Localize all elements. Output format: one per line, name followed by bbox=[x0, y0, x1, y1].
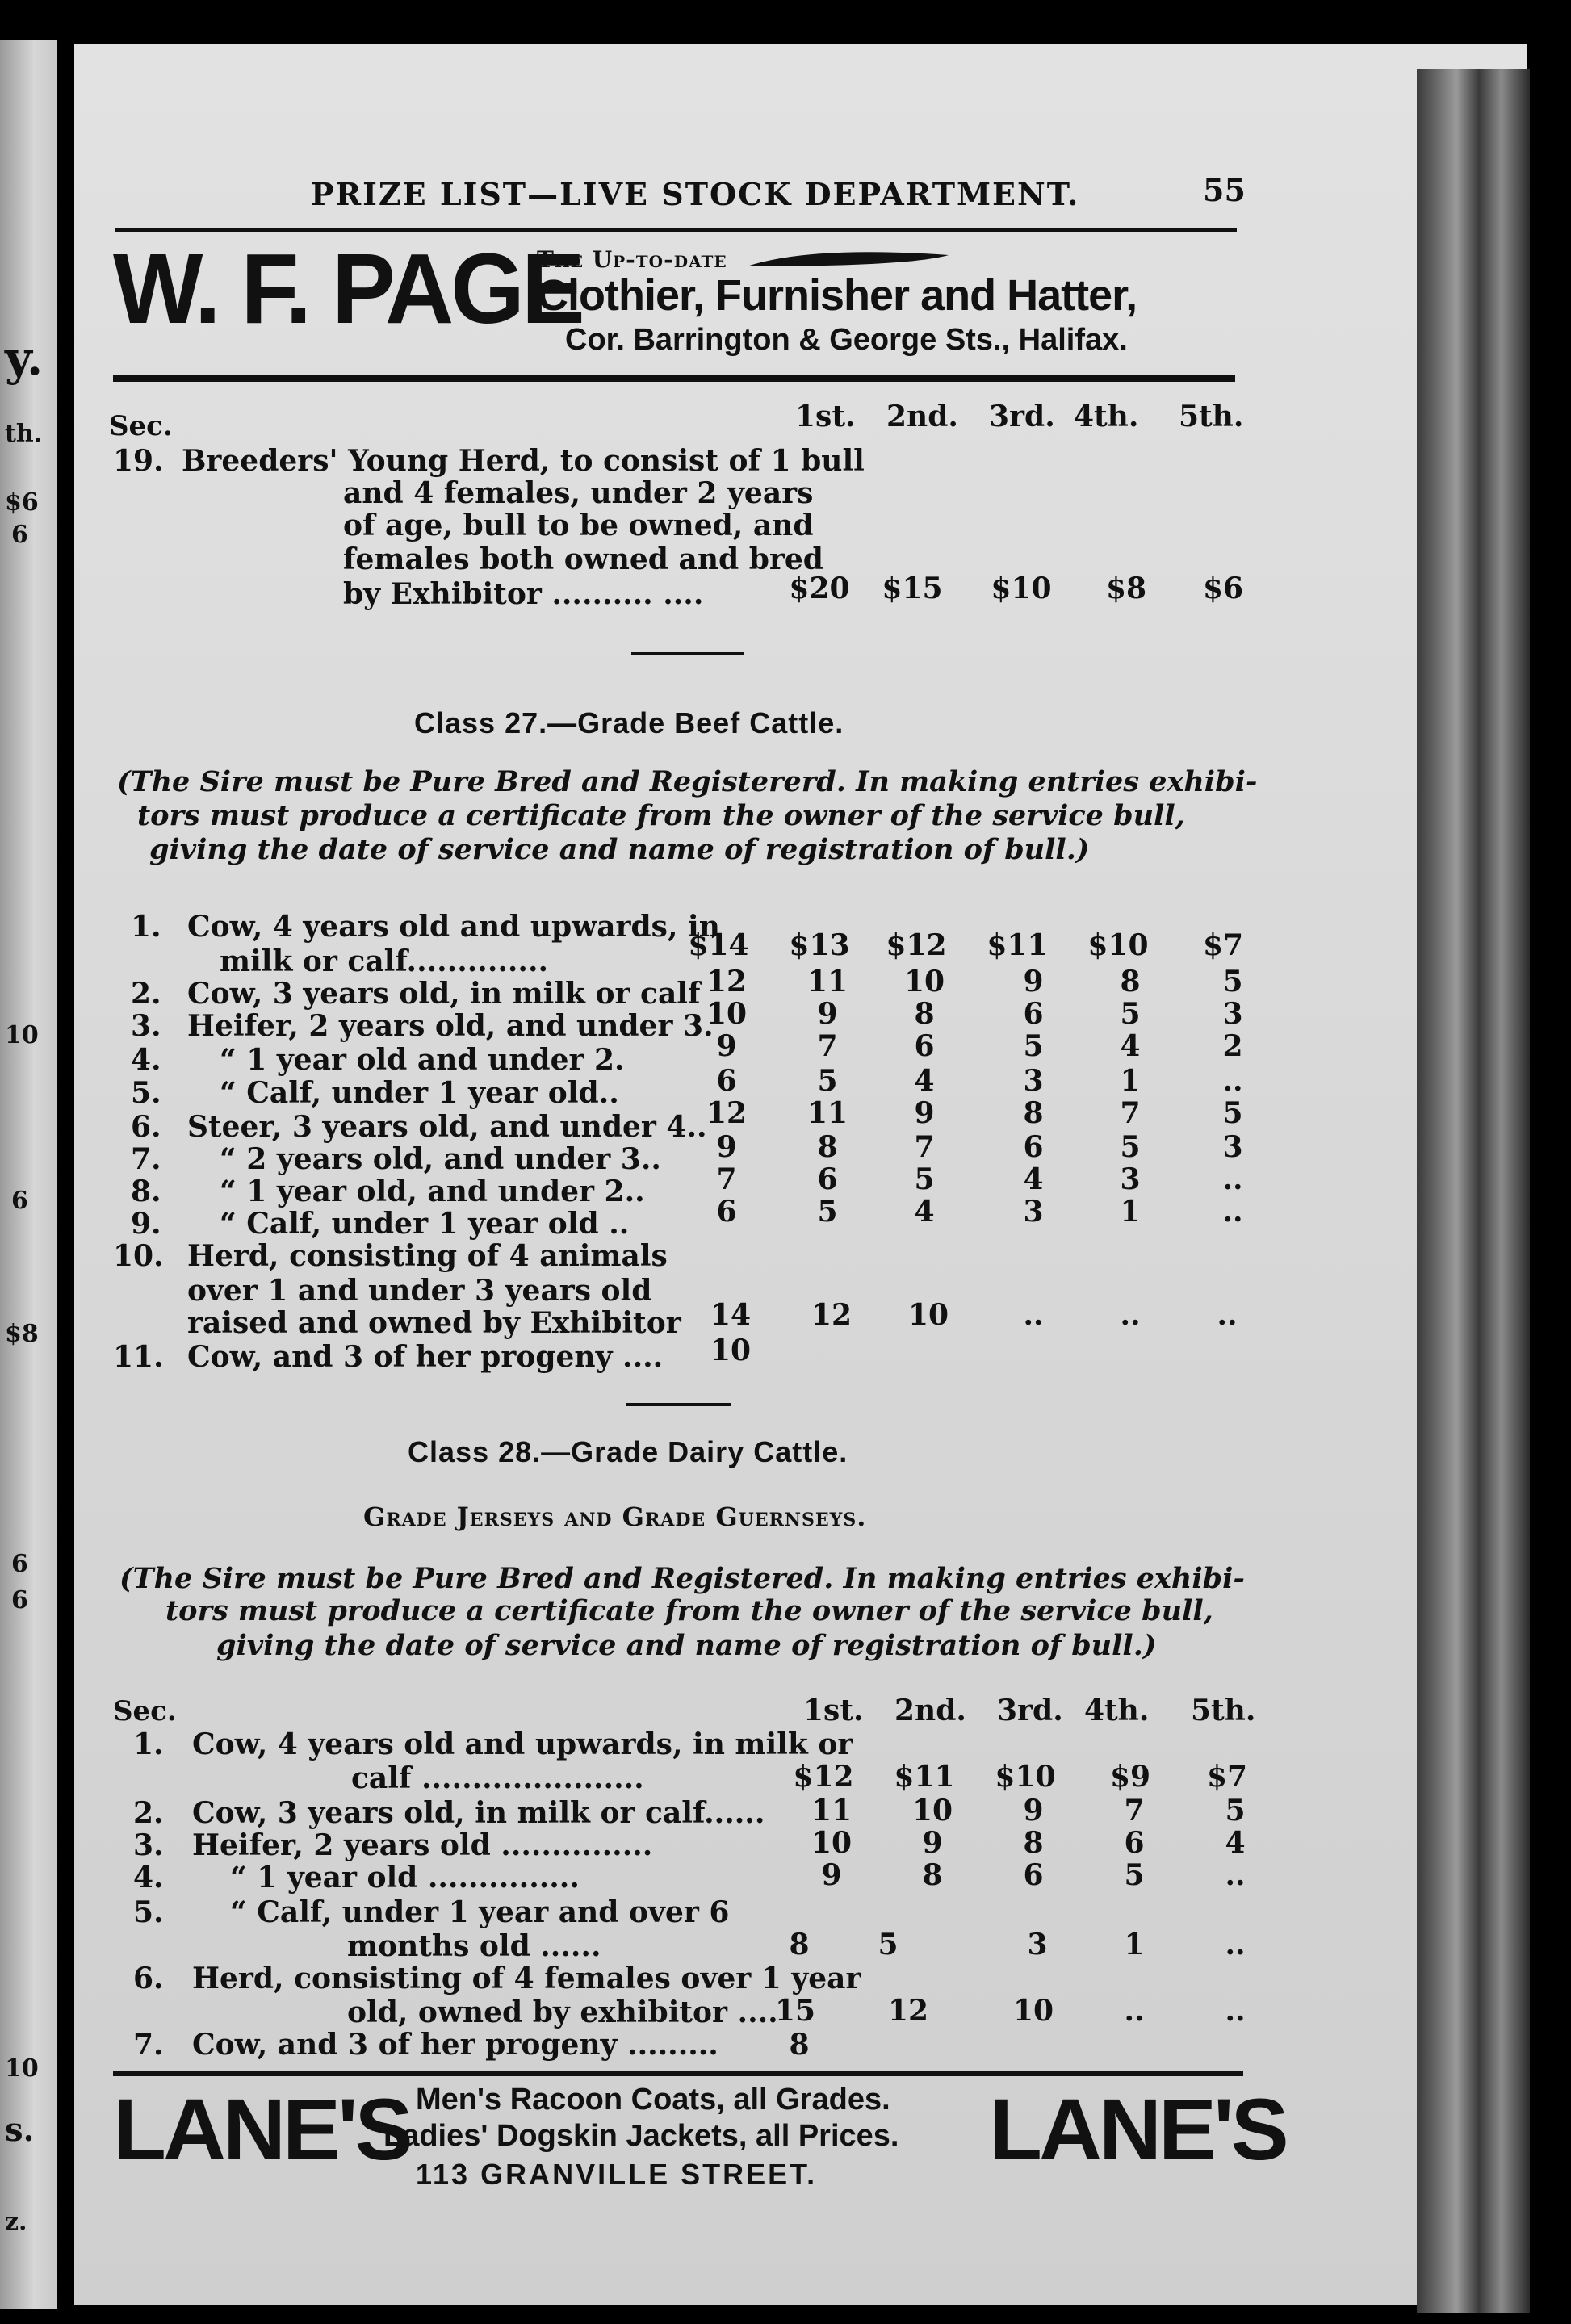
class-28-note: (The Sire must be Pure Bred and Registered. In making entries exhibi- bbox=[119, 1562, 1245, 1595]
prize-value: 5 bbox=[914, 1162, 935, 1196]
prev-fragment: 10 bbox=[5, 2054, 39, 2083]
entry-line: months old ...... bbox=[347, 1929, 601, 1963]
entry-number: 2. bbox=[131, 977, 161, 1011]
class-27-note: (The Sire must be Pure Bred and Registererd. In making entries exhibi- bbox=[117, 765, 1258, 798]
entry-number: 6. bbox=[131, 1110, 161, 1144]
prev-fragment: 6 bbox=[11, 521, 28, 549]
place-header: 4th. bbox=[1084, 1694, 1150, 1727]
place-header: 2nd. bbox=[894, 1694, 966, 1727]
prize-value: 6 bbox=[1023, 1130, 1044, 1164]
prize-value: 5 bbox=[1023, 1029, 1044, 1063]
prize-value: 7 bbox=[716, 1162, 737, 1196]
prize-value: $11 bbox=[987, 928, 1048, 962]
prize-value: 8 bbox=[1120, 965, 1141, 999]
prize-value: $10 bbox=[991, 572, 1052, 605]
entry-line: Heifer, 2 years old ............... bbox=[192, 1828, 653, 1862]
prize-value: $10 bbox=[1087, 928, 1149, 962]
entry-number: 1. bbox=[131, 910, 161, 944]
prize-value: 8 bbox=[914, 997, 935, 1031]
prize-value: 6 bbox=[716, 1195, 737, 1229]
prize-value: 3 bbox=[1120, 1162, 1141, 1196]
prize-value: 8 bbox=[1023, 1096, 1044, 1130]
entry-line: and 4 females, under 2 years bbox=[343, 476, 814, 510]
entry-line: “ 1 year old ............... bbox=[230, 1861, 580, 1895]
prev-fragment: 6 bbox=[11, 1187, 28, 1215]
sec-label: Sec. bbox=[113, 1695, 177, 1727]
entry-line: “ 1 year old and under 2. bbox=[220, 1043, 625, 1077]
prize-value: 5 bbox=[878, 1928, 899, 1962]
entry-number: 2. bbox=[133, 1796, 164, 1830]
prev-fragment: s. bbox=[5, 2111, 35, 2149]
ad-lanes-left: LANE'S bbox=[113, 2080, 410, 2178]
prize-value: 10 bbox=[1012, 1994, 1054, 2028]
prize-value: 9 bbox=[817, 997, 838, 1031]
prize-value: 1 bbox=[1120, 1064, 1141, 1098]
prize-value: 10 bbox=[903, 965, 945, 999]
prize-value: $6 bbox=[1202, 572, 1244, 605]
entry-number: 10. bbox=[113, 1239, 164, 1273]
prev-fragment: $6 bbox=[5, 488, 39, 517]
entry-line: Cow, and 3 of her progeny ......... bbox=[192, 2028, 718, 2062]
entry-line: raised and owned by Exhibitor bbox=[187, 1306, 681, 1340]
place-header: 1st. bbox=[795, 400, 856, 433]
prize-value: 6 bbox=[1023, 997, 1044, 1031]
prize-value: .. bbox=[1222, 1064, 1243, 1098]
prize-value: 4 bbox=[914, 1064, 935, 1098]
prize-value: $8 bbox=[1105, 572, 1147, 605]
entry-line: of age, bull to be owned, and bbox=[343, 509, 814, 542]
page-number: 55 bbox=[1203, 172, 1246, 208]
prize-value: 9 bbox=[821, 1858, 842, 1892]
class-27-title: Class 27.—Grade Beef Cattle. bbox=[414, 706, 844, 739]
prize-value: 12 bbox=[706, 1096, 748, 1130]
class-27-note: giving the date of service and name of registration of bull.) bbox=[149, 833, 1090, 866]
prize-value: 12 bbox=[887, 1994, 929, 2028]
prize-value: 6 bbox=[716, 1064, 737, 1098]
prize-value: 11 bbox=[806, 965, 848, 999]
entry-number: 9. bbox=[131, 1207, 161, 1241]
place-header: 3rd. bbox=[997, 1694, 1063, 1727]
prev-fragment: $8 bbox=[5, 1320, 39, 1348]
prize-value: .. bbox=[1120, 1298, 1141, 1332]
entry-line: Cow, and 3 of her progeny .... bbox=[187, 1340, 664, 1374]
entry-line: “ 1 year old, and under 2.. bbox=[220, 1175, 645, 1208]
entry-line: old, owned by exhibitor .... bbox=[347, 1995, 778, 2029]
prev-fragment: 10 bbox=[5, 1021, 39, 1049]
prize-value: $7 bbox=[1202, 928, 1244, 962]
place-header: 1st. bbox=[803, 1694, 864, 1727]
prize-value: .. bbox=[1217, 1298, 1238, 1332]
entry-line: “ Calf, under 1 year old .. bbox=[220, 1207, 630, 1241]
entry-line: milk or calf.............. bbox=[220, 944, 549, 978]
ad-lanes-line: Ladies' Dogskin Jackets, all Prices. bbox=[383, 2119, 899, 2153]
prize-value: $7 bbox=[1206, 1760, 1248, 1794]
prize-value: 4 bbox=[1225, 1826, 1246, 1860]
prize-value: 5 bbox=[1124, 1858, 1145, 1892]
prize-value: 9 bbox=[716, 1130, 737, 1164]
prize-value: 3 bbox=[1023, 1064, 1044, 1098]
prev-fragment: th. bbox=[5, 420, 43, 448]
prize-value: 6 bbox=[1124, 1826, 1145, 1860]
prize-value: 3 bbox=[1222, 997, 1243, 1031]
prize-value: 5 bbox=[1222, 965, 1243, 999]
previous-page-edge bbox=[0, 40, 57, 2309]
prize-value: 12 bbox=[706, 965, 748, 999]
prize-value: 3 bbox=[1222, 1130, 1243, 1164]
prize-value: 3 bbox=[1023, 1195, 1044, 1229]
prize-value: 4 bbox=[1023, 1162, 1044, 1196]
entry-number: 6. bbox=[133, 1962, 164, 1995]
prize-value: 15 bbox=[774, 1994, 816, 2028]
section-divider bbox=[626, 1403, 731, 1406]
entry-line: Heifer, 2 years old, and under 3. bbox=[187, 1009, 714, 1043]
entry-number: 3. bbox=[131, 1009, 161, 1043]
prize-value: 5 bbox=[1225, 1794, 1246, 1828]
prize-value: 9 bbox=[1023, 1794, 1044, 1828]
prize-value: 7 bbox=[1120, 1096, 1141, 1130]
entry-line: “ Calf, under 1 year and over 6 bbox=[230, 1895, 730, 1929]
entry-line: females both owned and bred bbox=[343, 542, 823, 576]
entry-number: 1. bbox=[133, 1727, 164, 1761]
entry-number: 5. bbox=[131, 1076, 161, 1110]
prize-value: 1 bbox=[1124, 1928, 1145, 1962]
entry-line: Breeders' Young Herd, to consist of 1 bull bbox=[182, 444, 865, 478]
prize-value: $12 bbox=[886, 928, 947, 962]
prize-value: 9 bbox=[1023, 965, 1044, 999]
prize-value: 12 bbox=[811, 1298, 853, 1332]
prize-value: $13 bbox=[789, 928, 850, 962]
entry-number: 7. bbox=[131, 1142, 161, 1176]
prev-fragment: 6 bbox=[11, 1550, 28, 1578]
entry-number: 5. bbox=[133, 1895, 164, 1929]
prize-value: 14 bbox=[710, 1298, 752, 1332]
quill-ornament-icon bbox=[747, 249, 957, 273]
prize-value: 10 bbox=[710, 1334, 752, 1367]
entry-line: over 1 and under 3 years old bbox=[187, 1274, 652, 1308]
prize-value: 8 bbox=[1023, 1826, 1044, 1860]
prize-value: 7 bbox=[914, 1130, 935, 1164]
prize-value: 6 bbox=[1023, 1858, 1044, 1892]
prize-value: 4 bbox=[914, 1195, 935, 1229]
class-28-title: Class 28.—Grade Dairy Cattle. bbox=[408, 1435, 848, 1468]
prize-value: .. bbox=[1023, 1298, 1044, 1332]
class-28-note: tors must produce a certificate from the owner of the service bull, bbox=[165, 1594, 1213, 1627]
prize-value: 5 bbox=[1222, 1096, 1243, 1130]
prize-value: 8 bbox=[789, 2028, 810, 2062]
prize-value: 2 bbox=[1222, 1029, 1243, 1063]
prize-value: 10 bbox=[911, 1794, 953, 1828]
ad-page-tagline-big: Clothier, Furnisher and Hatter, bbox=[537, 271, 1137, 320]
prize-value: $15 bbox=[882, 572, 943, 605]
prize-value: 10 bbox=[706, 997, 748, 1031]
prize-value: 6 bbox=[914, 1029, 935, 1063]
entry-number: 8. bbox=[131, 1175, 161, 1208]
prize-value: $12 bbox=[793, 1760, 854, 1794]
prize-value: .. bbox=[1225, 1928, 1246, 1962]
prize-value: 7 bbox=[817, 1029, 838, 1063]
prize-value: 9 bbox=[914, 1096, 935, 1130]
ad-lanes-address: 113 GRANVILLE STREET. bbox=[416, 2158, 818, 2191]
prize-value: 1 bbox=[1120, 1195, 1141, 1229]
ad-page-name: W. F. PAGE bbox=[113, 232, 582, 345]
prize-value: 10 bbox=[907, 1298, 949, 1332]
ad-lanes-right: LANE'S bbox=[989, 2080, 1286, 2178]
place-header: 3rd. bbox=[989, 400, 1055, 433]
class-27-note: tors must produce a certificate from the owner of the service bull, bbox=[137, 799, 1185, 832]
prize-value: 8 bbox=[817, 1130, 838, 1164]
prize-value: 11 bbox=[811, 1794, 853, 1828]
ad-page-rule bbox=[113, 375, 1235, 382]
prize-value: 4 bbox=[1120, 1029, 1141, 1063]
entry-number: 3. bbox=[133, 1828, 164, 1862]
prev-fragment: y. bbox=[5, 331, 44, 386]
running-header: PRIZE LIST—LIVE STOCK DEPARTMENT. bbox=[311, 176, 1080, 212]
prize-value: 11 bbox=[806, 1096, 848, 1130]
class-28-subtitle: Grade Jerseys and Grade Guernseys. bbox=[363, 1501, 867, 1532]
section-divider bbox=[631, 652, 744, 655]
prize-value: $10 bbox=[995, 1760, 1056, 1794]
prize-value: 8 bbox=[922, 1858, 943, 1892]
entry-number: 11. bbox=[113, 1340, 164, 1374]
prev-fragment: 6 bbox=[11, 1586, 28, 1614]
class-28-note: giving the date of service and name of registration of bull.) bbox=[216, 1629, 1157, 1662]
prize-value: 8 bbox=[789, 1928, 810, 1962]
entry-line: “ Calf, under 1 year old.. bbox=[220, 1076, 619, 1110]
sec-label: Sec. bbox=[109, 410, 173, 442]
prize-value: $20 bbox=[789, 572, 850, 605]
prize-value: .. bbox=[1225, 1858, 1246, 1892]
ad-page-tagline-small: The Up-to-date bbox=[537, 246, 727, 273]
prize-value: 7 bbox=[1124, 1794, 1145, 1828]
entry-line: Steer, 3 years old, and under 4.. bbox=[187, 1110, 707, 1144]
entry-line: Cow, 4 years old and upwards, in milk or bbox=[192, 1727, 853, 1761]
prize-value: 9 bbox=[716, 1029, 737, 1063]
prize-value: .. bbox=[1222, 1195, 1243, 1229]
place-header: 5th. bbox=[1179, 400, 1244, 433]
prize-value: 10 bbox=[811, 1826, 853, 1860]
place-header: 5th. bbox=[1191, 1694, 1256, 1727]
prize-value: 9 bbox=[922, 1826, 943, 1860]
ad-lanes-line: Men's Racoon Coats, all Grades. bbox=[416, 2083, 890, 2117]
prize-value: $11 bbox=[894, 1760, 955, 1794]
place-header: 4th. bbox=[1074, 400, 1139, 433]
prize-value: 5 bbox=[817, 1064, 838, 1098]
entry-line: Cow, 3 years old, in milk or calf bbox=[187, 977, 701, 1011]
place-header: 2nd. bbox=[886, 400, 958, 433]
ad-lanes-rule bbox=[113, 2071, 1243, 2076]
prize-value: 3 bbox=[1027, 1928, 1048, 1962]
prize-value: 6 bbox=[817, 1162, 838, 1196]
prev-fragment: z. bbox=[5, 2208, 27, 2236]
prize-value: .. bbox=[1225, 1994, 1246, 2028]
prize-value: .. bbox=[1222, 1162, 1243, 1196]
prize-value: $9 bbox=[1109, 1760, 1151, 1794]
entry-line: Cow, 3 years old, in milk or calf...... bbox=[192, 1796, 765, 1830]
prize-value: .. bbox=[1124, 1994, 1145, 2028]
ad-page-address: Cor. Barrington & George Sts., Halifax. bbox=[565, 323, 1128, 357]
entry-number: 4. bbox=[131, 1043, 161, 1077]
entry-line: Herd, consisting of 4 females over 1 year bbox=[192, 1962, 861, 1995]
entry-line: Herd, consisting of 4 animals bbox=[187, 1239, 668, 1273]
prize-value: $14 bbox=[688, 928, 749, 962]
entry-line: Cow, 4 years old and upwards, in bbox=[187, 910, 720, 944]
entry-number: 4. bbox=[133, 1861, 164, 1895]
prize-value: 5 bbox=[1120, 1130, 1141, 1164]
prize-value: 5 bbox=[1120, 997, 1141, 1031]
book-spine bbox=[1417, 69, 1530, 2313]
entry-number: 7. bbox=[133, 2028, 164, 2062]
entry-line: calf ...................... bbox=[351, 1761, 644, 1795]
entry-line: by Exhibitor .......... .... bbox=[343, 577, 704, 611]
entry-number: 19. bbox=[113, 444, 164, 478]
entry-line: “ 2 years old, and under 3.. bbox=[220, 1142, 661, 1176]
prize-value: 5 bbox=[817, 1195, 838, 1229]
